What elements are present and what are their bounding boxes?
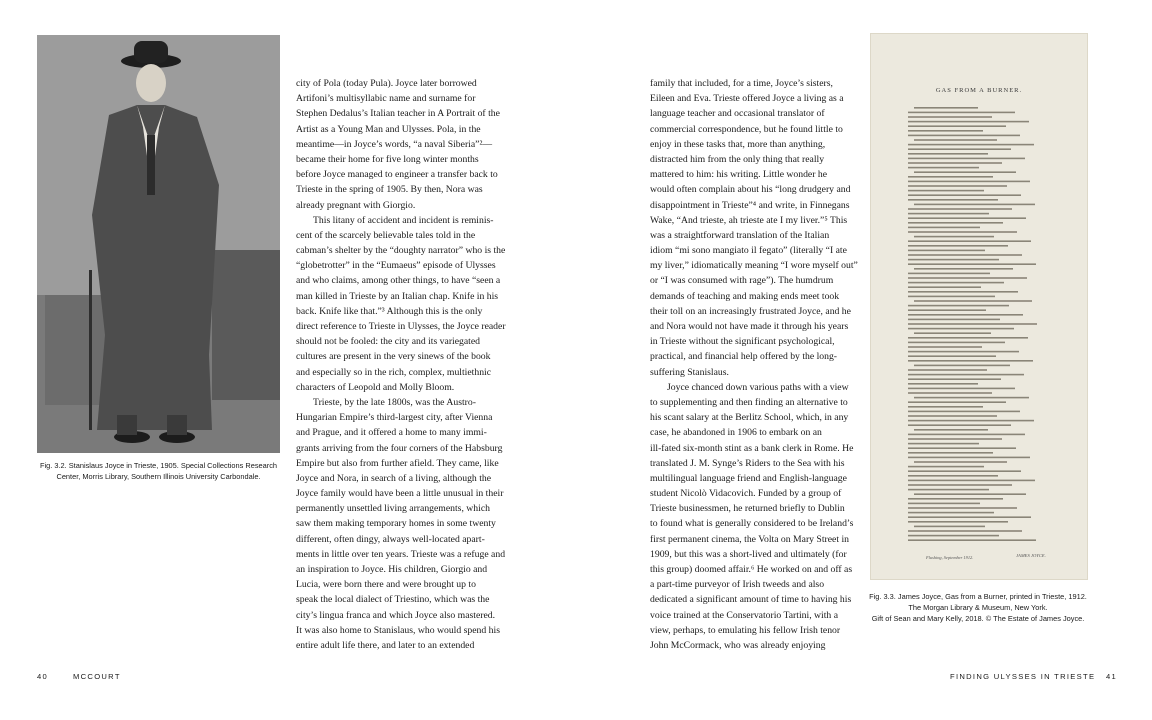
poem-line-mark bbox=[914, 204, 1035, 206]
body-text-line: grants arriving from the four corners of the Habsburg bbox=[296, 442, 503, 454]
poem-line-mark bbox=[914, 268, 1013, 270]
poem-line-mark bbox=[908, 259, 999, 261]
poem-line-mark bbox=[908, 291, 1018, 293]
running-head-author: MCCOURT bbox=[73, 672, 121, 681]
poem-line-mark bbox=[908, 158, 1025, 160]
poem-line-mark bbox=[908, 530, 1022, 532]
poem-line-mark bbox=[908, 369, 987, 371]
body-text-line: would often complain about his “long drudgery and bbox=[650, 184, 851, 196]
body-text-line: mattered to him: his writing. Little wonder he bbox=[650, 169, 828, 181]
poem-line-mark bbox=[908, 388, 1015, 390]
body-text-line: Lucia, were born there and were brought up to bbox=[296, 579, 476, 591]
body-text-line: first permanent cinema, the Volta on Mary Street in bbox=[650, 533, 849, 545]
body-text-line: It was also home to Stanislaus, who would spend his bbox=[296, 624, 500, 636]
body-text-line: back. Knife like that.”³ Although this is the only bbox=[296, 305, 483, 317]
gas-from-a-burner-broadside bbox=[870, 33, 1088, 580]
broadside-signature: JAMES JOYCE. bbox=[1016, 553, 1046, 558]
body-text-line: ments in little over ten years. Trieste was a refuge and bbox=[296, 548, 506, 560]
poem-line-mark bbox=[908, 360, 1033, 362]
body-text-line: Joyce and Nora, in search of a living, although the bbox=[296, 472, 492, 484]
body-text-line: multilingual language friend and English-language bbox=[650, 472, 847, 484]
body-text-line: student Nicolò Vidacovich. Funded by a group of bbox=[650, 488, 842, 500]
poem-line-mark bbox=[908, 516, 1031, 518]
poem-line-mark bbox=[908, 447, 1016, 449]
body-text-line: distracted him from the only thing that really bbox=[650, 153, 825, 165]
poem-line-mark bbox=[908, 314, 1023, 316]
body-text-line: translated J. M. Synge’s Riders to the Sea with his bbox=[650, 457, 845, 469]
poem-line-mark bbox=[908, 521, 1008, 523]
poem-line-mark bbox=[908, 489, 989, 491]
body-text-line: enjoy in these tasks that, more than anything, bbox=[650, 138, 826, 150]
poem-line-mark bbox=[908, 167, 979, 169]
poem-line-mark bbox=[908, 355, 996, 357]
poem-line-mark bbox=[908, 286, 981, 288]
body-text-line: and especially so in the rich, complex, multiethnic bbox=[296, 366, 492, 378]
body-text-line: case, he abandoned in 1906 to embark on an bbox=[650, 427, 822, 439]
poem-line-mark bbox=[914, 300, 1032, 302]
body-text-line: in Trieste without the significant psychological, bbox=[650, 336, 835, 348]
body-text-line: cultures are present in the very sinews of the book bbox=[296, 351, 491, 363]
poem-line-mark bbox=[914, 397, 1029, 399]
poem-line-mark bbox=[908, 351, 1019, 353]
poem-line-mark bbox=[908, 337, 1028, 339]
body-text-line: Hungarian Empire’s third-largest city, after Vienna bbox=[296, 412, 493, 424]
poem-line-mark bbox=[908, 199, 998, 201]
body-text-line: dedicated a significant amount of time to having his bbox=[650, 594, 852, 606]
poem-line-mark bbox=[908, 346, 982, 348]
poem-line-mark bbox=[908, 392, 992, 394]
running-head-title: FINDING ULYSSES IN TRIESTE bbox=[950, 672, 1096, 681]
body-text-line: already pregnant with Giorgio. bbox=[296, 199, 416, 211]
poem-line-mark bbox=[908, 507, 1017, 509]
body-text-line: a part-time purveyor of Irish tweeds and also bbox=[650, 579, 825, 591]
poem-line-mark bbox=[908, 466, 984, 468]
caption-line: The Morgan Library & Museum, New York. bbox=[908, 603, 1048, 612]
body-text-line: language teacher and occasional translator of bbox=[650, 108, 825, 120]
body-text-line: his scant salary at the Berlitz School, which, in any bbox=[650, 412, 849, 424]
poem-line-mark bbox=[908, 217, 1026, 219]
body-text-line: saw them making temporary homes in some twenty bbox=[296, 518, 496, 530]
body-text-line: or “I was consumed with rage”). The humdrum bbox=[650, 275, 834, 287]
body-text-line: meantime—in Joyce’s words, “a naval Siberia”²— bbox=[296, 138, 493, 150]
body-text-line: This litany of accident and incident is reminis- bbox=[313, 214, 494, 226]
poem-line-mark bbox=[908, 309, 986, 311]
poem-line-mark bbox=[908, 378, 1001, 380]
body-text-line: this group) doomed affair.⁶ He worked on and off as bbox=[650, 564, 853, 575]
poem-line-mark bbox=[908, 443, 979, 445]
body-text-line: an inspiration to Joyce. His children, Giorgio and bbox=[296, 564, 488, 575]
poem-line-mark bbox=[908, 254, 1022, 256]
poem-line-mark bbox=[908, 185, 1007, 187]
body-text-line: my liver,” idiomatically meaning “I wore myself out” bbox=[650, 260, 858, 272]
poem-line-mark bbox=[908, 374, 1024, 376]
body-text-line: man killed in Trieste by an Italian chap. Knife in his bbox=[296, 290, 499, 302]
body-text-line: idiom “mi sono mangiato il fegato” (literally “I ate bbox=[650, 245, 847, 257]
poem-line-mark bbox=[908, 328, 1014, 330]
poem-line-mark bbox=[914, 365, 1010, 367]
body-text-line: John McCormack, who was already enjoying bbox=[650, 639, 826, 651]
body-text-line: Eileen and Eva. Trieste offered Joyce a living as a bbox=[650, 93, 844, 105]
poem-line-mark bbox=[908, 213, 989, 215]
body-text-line: view, perhaps, to emulating his fellow Irish tenor bbox=[650, 624, 841, 636]
body-text-line: permanently unsettled living arrangements, which bbox=[296, 503, 490, 515]
body-text-line: Artifoni’s multisyllabic name and surname for bbox=[296, 93, 476, 105]
body-text-line: Empire but also from further afield. They came, like bbox=[296, 457, 499, 469]
body-text-line: Artist as a Young Man and Ulysses. Pola, in the bbox=[296, 123, 481, 135]
body-text-line: was a straightforward translation of the Italian bbox=[650, 229, 830, 241]
body-text-line: disappointment in Trieste”⁴ and write, in Finnegans bbox=[650, 199, 850, 211]
poem-line-mark bbox=[908, 411, 1020, 413]
poem-line-mark bbox=[908, 282, 1004, 284]
poem-line-mark bbox=[908, 121, 1029, 123]
poem-line-mark bbox=[908, 323, 1037, 325]
poem-line-mark bbox=[908, 296, 995, 298]
body-text-line: family that included, for a time, Joyce’s sisters, bbox=[650, 78, 833, 89]
body-text-line: ill-fated six-month stint as a bank clerk in Rome. He bbox=[650, 442, 854, 454]
body-text-line: voice trained at the Conservatorio Tartini, with a bbox=[650, 609, 838, 621]
poem-line-mark bbox=[914, 461, 1007, 463]
body-text-line: city of Pola (today Pula). Joyce later borrowed bbox=[296, 78, 477, 89]
poem-line-mark bbox=[908, 153, 988, 155]
poem-line-mark bbox=[908, 415, 997, 417]
body-text-line: their toll on an increasingly frustrated Joyce, and he bbox=[650, 305, 851, 317]
poem-line-mark bbox=[908, 535, 999, 537]
body-text-line: Joyce chanced down various paths with a view bbox=[667, 381, 849, 393]
body-text-line: should not be fooled: the city and its variegated bbox=[296, 336, 481, 348]
body-text-line: commercial correspondence, but he found little to bbox=[650, 123, 843, 135]
poem-line-mark bbox=[914, 493, 1026, 495]
poem-line-mark bbox=[908, 144, 1034, 146]
poem-line-mark bbox=[908, 273, 990, 275]
poem-line-mark bbox=[908, 305, 1009, 307]
poem-line-mark bbox=[908, 438, 1002, 440]
poem-line-mark bbox=[908, 383, 978, 385]
poem-line-mark bbox=[908, 231, 1017, 233]
page-number-right: 41 bbox=[1106, 672, 1118, 681]
poem-line-mark bbox=[908, 130, 983, 132]
body-text-line: direct reference to Trieste in Ulysses, the Joyce reader bbox=[296, 321, 506, 332]
poem-line-mark bbox=[914, 429, 988, 431]
poem-line-mark bbox=[908, 401, 1006, 403]
poem-line-mark bbox=[908, 470, 1021, 472]
poem-line-mark bbox=[908, 503, 980, 505]
right-body-text bbox=[650, 76, 862, 653]
body-text-line: suffering Stanislaus. bbox=[650, 366, 729, 378]
body-text-line: and Prague, and it offered a home to many immi- bbox=[296, 427, 487, 439]
caption-line: Fig. 3.3. James Joyce, Gas from a Burner, printed in Trieste, 1912. bbox=[869, 592, 1087, 601]
caption-line: Center, Morris Library, Southern Illinois University Carbondale. bbox=[56, 472, 261, 481]
poem-line-mark bbox=[908, 250, 985, 252]
body-text-line: to found what is generally considered to be Ireland’s bbox=[650, 518, 854, 530]
caption-line: Gift of Sean and Mary Kelly, 2018. © The Estate of James Joyce. bbox=[871, 614, 1085, 623]
poem-line-mark bbox=[908, 539, 1036, 541]
body-text-line: before Joyce managed to engineer a transfer back to bbox=[296, 169, 498, 181]
body-text-line: city’s lingua franca and which Joyce also mastered. bbox=[296, 609, 496, 621]
body-text-line: to supplementing and then finding an alternative to bbox=[650, 396, 848, 408]
body-text-line: characters of Leopold and Molly Bloom. bbox=[296, 381, 455, 393]
poem-line-mark bbox=[908, 277, 1027, 279]
body-text-line: Joyce family would have been a little unusual in their bbox=[296, 488, 504, 500]
body-text-line: Trieste, by the late 1800s, was the Austro- bbox=[313, 396, 476, 408]
body-text-line: 1909, but this was a short-lived and ultimately (for bbox=[650, 548, 847, 560]
body-text-line: cabman’s shelter by the “doughty narrator” who is the bbox=[296, 245, 506, 257]
body-text-line: entire adult life there, and later to an extended bbox=[296, 639, 475, 651]
poem-line-mark bbox=[908, 424, 1011, 426]
broadside-poem-lines bbox=[908, 105, 1052, 545]
poem-line-mark bbox=[908, 227, 980, 229]
body-text-line: “globetrotter” in the “Eumaeus” episode of Ulysses bbox=[296, 260, 496, 272]
poem-line-mark bbox=[908, 434, 1025, 436]
body-text-line: Stephen Dedalus’s Italian teacher in A Portrait of the bbox=[296, 108, 500, 120]
body-text-line: cent of the scarcely believable tales told in the bbox=[296, 229, 476, 241]
poem-line-mark bbox=[908, 245, 1008, 247]
page-number-left: 40 bbox=[37, 672, 49, 681]
poem-line-mark bbox=[908, 162, 1002, 164]
poem-line-mark bbox=[908, 475, 998, 477]
poem-line-mark bbox=[908, 112, 1015, 114]
poem-line-mark bbox=[908, 263, 1036, 265]
broadside-title: GAS FROM A BURNER. bbox=[935, 87, 1023, 94]
poem-line-mark bbox=[908, 190, 984, 192]
poem-line-mark bbox=[908, 512, 994, 514]
poem-line-mark bbox=[914, 171, 1016, 173]
poem-line-mark bbox=[908, 342, 1005, 344]
poem-line-mark bbox=[908, 452, 993, 454]
body-text-line: demands of teaching and making ends meet took bbox=[650, 290, 840, 302]
poem-line-mark bbox=[914, 236, 994, 238]
poem-line-mark bbox=[914, 107, 978, 109]
figure-3-3-caption bbox=[868, 591, 1088, 624]
body-text-line: practical, and financial help offered by the long- bbox=[650, 351, 838, 363]
body-text-line: Trieste businessmen, he returned briefly to Dublin bbox=[650, 503, 845, 515]
poem-line-mark bbox=[908, 484, 1012, 486]
broadside-place-date: Flushing, September 1912. bbox=[926, 555, 974, 560]
poem-line-mark bbox=[908, 148, 1011, 150]
poem-line-mark bbox=[908, 480, 1035, 482]
poem-line-mark bbox=[908, 176, 993, 178]
poem-line-mark bbox=[908, 125, 1006, 127]
poem-line-mark bbox=[914, 139, 997, 141]
body-text-line: speak the local dialect of Triestino, which was the bbox=[296, 594, 490, 606]
poem-line-mark bbox=[908, 222, 1003, 224]
poem-line-mark bbox=[908, 135, 1020, 137]
body-text-line: and Nora would not have made it through his years bbox=[650, 321, 849, 332]
body-text-line: became their home for five long winter months bbox=[296, 153, 479, 165]
poem-line-mark bbox=[908, 498, 1003, 500]
body-text-line: Wake, “And trieste, ah trieste ate I my liver.”⁵ This bbox=[650, 214, 848, 226]
poem-line-mark bbox=[908, 116, 992, 118]
poem-line-mark bbox=[908, 319, 1000, 321]
poem-line-mark bbox=[908, 181, 1030, 183]
caption-line: Fig. 3.2. Stanislaus Joyce in Trieste, 1905. Special Collections Research bbox=[39, 461, 278, 470]
body-text-line: different, often dingy, always well-located apart- bbox=[296, 533, 485, 545]
body-text-line: and who claims, among other things, to have “seen a bbox=[296, 275, 501, 287]
poem-line-mark bbox=[908, 208, 1012, 210]
body-text-line: Trieste in the spring of 1905. By then, Nora was bbox=[296, 184, 483, 196]
poem-line-mark bbox=[914, 526, 985, 528]
poem-line-mark bbox=[908, 457, 1030, 459]
poem-line-mark bbox=[914, 332, 991, 334]
poem-line-mark bbox=[908, 240, 1031, 242]
poem-line-mark bbox=[908, 194, 1021, 196]
poem-line-mark bbox=[908, 406, 983, 408]
poem-line-mark bbox=[908, 420, 1034, 422]
